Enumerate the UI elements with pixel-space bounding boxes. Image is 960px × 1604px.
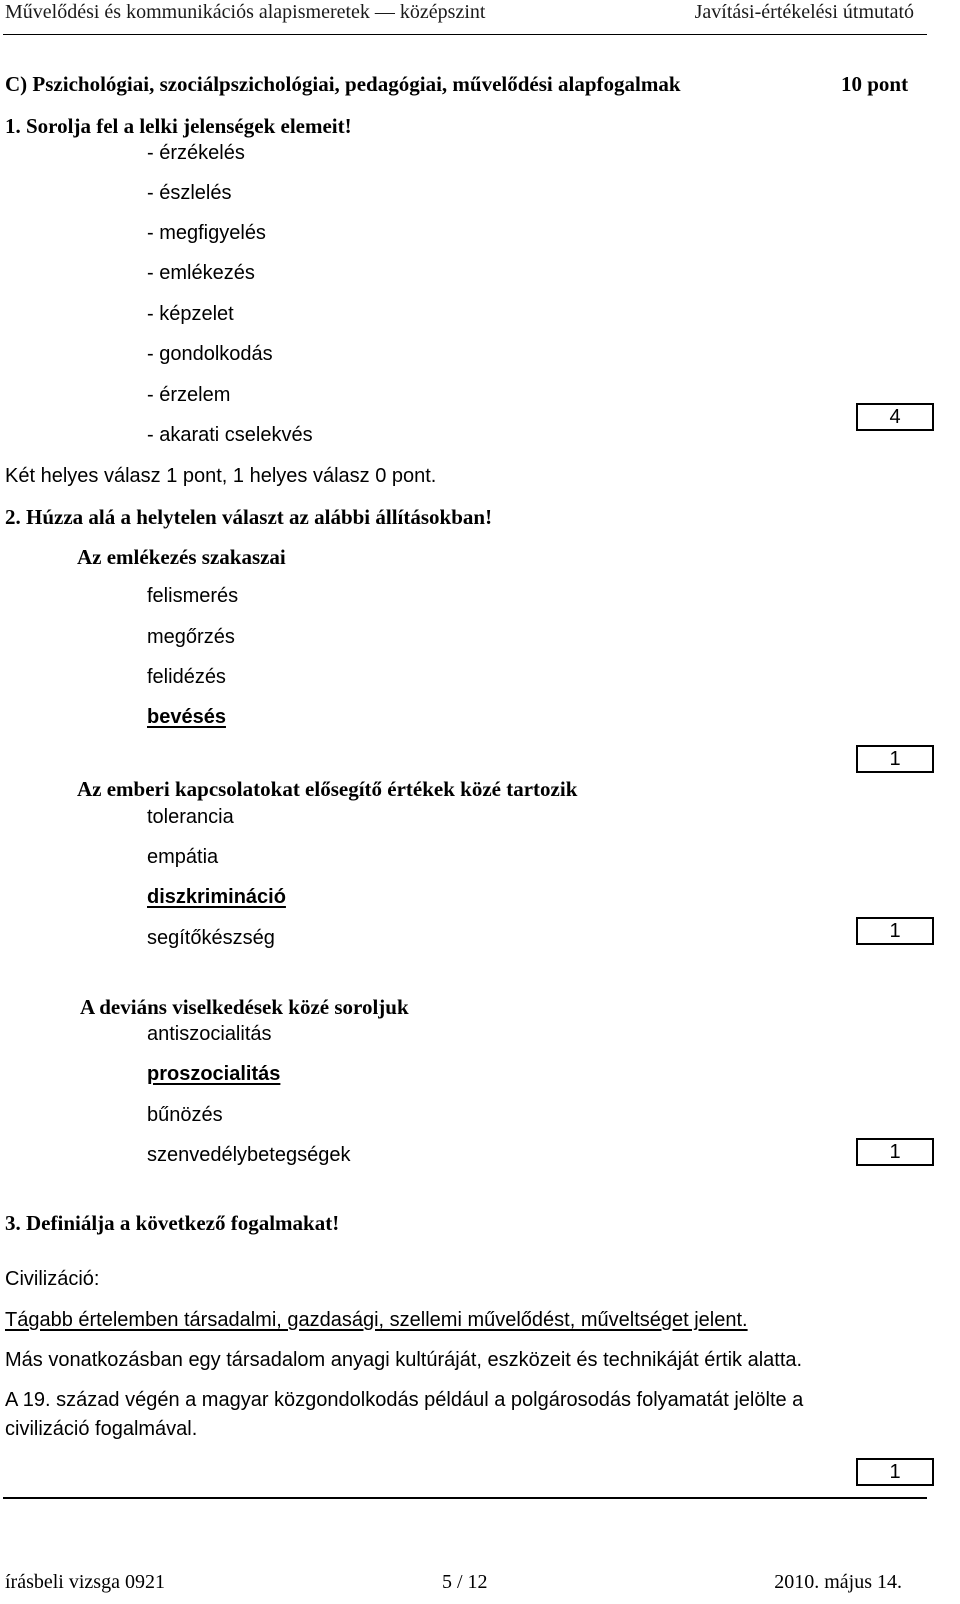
q2-option: tolerancia (147, 806, 234, 828)
q2-option: empátia (147, 846, 219, 868)
q3-question: 3. Definiálja a következő fogalmakat! (5, 1211, 340, 1235)
q3-score-box: 1 (856, 1458, 934, 1486)
q2-score-box: 1 (856, 917, 934, 945)
q1-item: - képzelet (147, 303, 234, 325)
q3-definition-line: Tágabb értelemben társadalmi, gazdasági, szellemi művelődést, műveltséget jelent. (5, 1309, 748, 1331)
q2-option-underlined: bevésés (147, 706, 226, 728)
q1-item: - érzelem (147, 384, 231, 406)
q2-option: szenvedélybetegségek (147, 1144, 351, 1166)
section-points: 10 pont (841, 72, 909, 96)
q3-term: Civilizáció: (5, 1268, 100, 1290)
header-left: Művelődési és kommunikációs alapismeretek — középszint (5, 1, 486, 23)
q2-option-underlined: diszkrimináció (147, 886, 286, 908)
q2-option: bűnözés (147, 1104, 223, 1126)
q2-option: felismerés (147, 585, 239, 607)
header-rule (3, 34, 927, 35)
q2-option: segítőkészség (147, 927, 275, 949)
q2-option: felidézés (147, 666, 226, 688)
q2-option-underlined: proszocialitás (147, 1063, 281, 1085)
section-title: C) Pszichológiai, szociálpszichológiai, pedagógiai, művelődési alapfogalmak (5, 72, 681, 96)
footer-rule (3, 1497, 927, 1499)
q3-definition-line: Más vonatkozásban egy társadalom anyagi kultúráját, eszközeit és technikáját értik alatta. (5, 1349, 803, 1371)
q1-item: - akarati cselekvés (147, 424, 313, 446)
header-right: Javítási-értékelési útmutató (694, 1, 914, 23)
q1-item: - észlelés (147, 182, 232, 204)
q1-item: - emlékezés (147, 262, 255, 284)
q1-scoring-note: Két helyes válasz 1 pont, 1 helyes válasz 0 pont. (5, 465, 437, 487)
footer-left: írásbeli vizsga 0921 (5, 1571, 165, 1593)
q2-score-box: 1 (856, 745, 934, 773)
footer-right: 2010. május 14. (774, 1571, 902, 1593)
q2-option: antiszocialitás (147, 1023, 272, 1045)
q1-item: - megfigyelés (147, 222, 266, 244)
footer-page-number: 5 / 12 (442, 1571, 488, 1593)
q1-question: 1. Sorolja fel a lelki jelenségek elemeit! (5, 114, 352, 138)
q2-question: 2. Húzza alá a helytelen választ az alábbi állításokban! (5, 505, 493, 529)
q3-definition-line: A 19. század végén a magyar közgondolkodás például a polgárosodás folyamatát jelölte a (5, 1389, 804, 1411)
q2-option: megőrzés (147, 626, 235, 648)
q2-group-title: A deviáns viselkedések közé soroljuk (80, 995, 409, 1019)
q1-score-box: 4 (856, 403, 934, 431)
q3-definition-line: civilizáció fogalmával. (5, 1418, 198, 1440)
q2-group-title: Az emlékezés szakaszai (77, 545, 286, 569)
q2-group-title: Az emberi kapcsolatokat elősegítő értékek közé tartozik (77, 777, 578, 801)
q1-item: - gondolkodás (147, 343, 273, 365)
q1-item: - érzékelés (147, 142, 245, 164)
q2-score-box: 1 (856, 1138, 934, 1166)
